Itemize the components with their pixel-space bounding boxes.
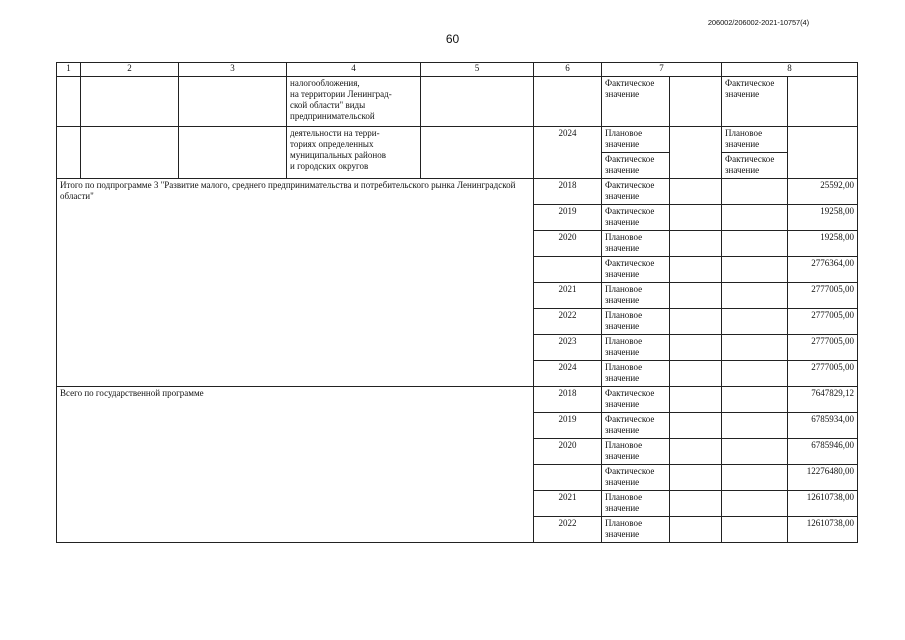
year-cell: 2024 <box>534 361 602 387</box>
year-cell: 2019 <box>534 205 602 231</box>
year-cell: 2020 <box>534 439 602 465</box>
value-type-cell: Фактическое значение <box>722 77 788 127</box>
amount-cell: 25592,00 <box>788 179 858 205</box>
table-cell <box>788 77 858 127</box>
amount-cell: 12610738,00 <box>788 517 858 543</box>
description-line: муниципальных районов <box>290 150 386 160</box>
table-cell <box>670 205 722 231</box>
table-cell <box>722 387 788 413</box>
amount-cell: 6785946,00 <box>788 439 858 465</box>
description-line: налогообложения, <box>290 78 360 88</box>
document-id: 206002/206002-2021-10757(4) <box>707 18 809 27</box>
table-cell <box>57 127 81 179</box>
description-line: предпринимательской <box>290 111 375 121</box>
value-type-cell: Фактическое значение <box>602 387 670 413</box>
activity-description-cell <box>287 127 421 179</box>
value-type-cell: Плановое значение <box>602 127 670 153</box>
value-type-cell: Плановое значение <box>602 335 670 361</box>
value-type-cell: Плановое значение <box>602 283 670 309</box>
column-header: 7 <box>602 63 722 77</box>
year-cell: 2019 <box>534 413 602 439</box>
table-cell <box>722 439 788 465</box>
description-line: деятельности на терри- <box>290 128 380 138</box>
amount-cell: 2777005,00 <box>788 283 858 309</box>
value-type-cell: Фактическое значение <box>602 257 670 283</box>
year-cell <box>534 77 602 127</box>
column-header: 2 <box>81 63 179 77</box>
table-cell <box>722 413 788 439</box>
column-header: 3 <box>179 63 287 77</box>
value-type-cell: Фактическое значение <box>602 179 670 205</box>
table-cell <box>788 127 858 179</box>
table-cell <box>421 127 534 179</box>
value-type-cell: Плановое значение <box>602 439 670 465</box>
table-cell <box>670 77 722 127</box>
value-type-cell: Фактическое значение <box>602 153 670 179</box>
description-line: и городских округов <box>290 161 369 171</box>
table-cell <box>722 231 788 257</box>
column-header: 4 <box>287 63 421 77</box>
value-type-cell: Фактическое значение <box>602 77 670 127</box>
value-type-cell: Фактическое значение <box>722 153 788 179</box>
value-type-cell: Плановое значение <box>722 127 788 153</box>
value-type-cell: Плановое значение <box>602 231 670 257</box>
column-header-row <box>57 63 858 77</box>
year-cell <box>534 257 602 283</box>
table-row <box>57 77 858 127</box>
value-type-cell: Фактическое значение <box>602 205 670 231</box>
activity-description-cell <box>287 77 421 127</box>
amount-cell: 2777005,00 <box>788 335 858 361</box>
table-cell <box>722 491 788 517</box>
column-header: 5 <box>421 63 534 77</box>
amount-cell: 19258,00 <box>788 205 858 231</box>
table-cell <box>421 77 534 127</box>
year-cell: 2024 <box>534 127 602 179</box>
amount-cell: 12610738,00 <box>788 491 858 517</box>
table-cell <box>179 77 287 127</box>
table-cell <box>722 361 788 387</box>
table-cell <box>670 517 722 543</box>
value-type-cell: Плановое значение <box>602 309 670 335</box>
table-cell <box>722 517 788 543</box>
table-cell <box>670 491 722 517</box>
year-cell <box>534 465 602 491</box>
year-cell: 2018 <box>534 179 602 205</box>
value-type-cell: Плановое значение <box>602 361 670 387</box>
year-cell: 2023 <box>534 335 602 361</box>
table-cell <box>670 465 722 491</box>
table-row <box>57 179 858 205</box>
program-funding-table <box>56 62 858 543</box>
value-type-cell: Плановое значение <box>602 491 670 517</box>
table-cell <box>722 309 788 335</box>
table-cell <box>722 179 788 205</box>
table-cell <box>670 413 722 439</box>
description-line: ториях определенных <box>290 139 374 149</box>
table-cell <box>722 205 788 231</box>
table-cell <box>670 309 722 335</box>
table-cell <box>670 257 722 283</box>
year-cell: 2021 <box>534 283 602 309</box>
amount-cell: 2777005,00 <box>788 309 858 335</box>
table-cell <box>722 465 788 491</box>
column-header: 1 <box>57 63 81 77</box>
table-cell <box>670 439 722 465</box>
value-type-cell: Фактическое значение <box>602 413 670 439</box>
table-cell <box>179 127 287 179</box>
amount-cell: 2777005,00 <box>788 361 858 387</box>
table-cell <box>670 283 722 309</box>
amount-cell: 6785934,00 <box>788 413 858 439</box>
amount-cell: 2776364,00 <box>788 257 858 283</box>
value-type-cell: Фактическое значение <box>602 465 670 491</box>
amount-cell: 12276480,00 <box>788 465 858 491</box>
table-cell <box>81 77 179 127</box>
table-row <box>57 387 858 413</box>
table-row <box>57 127 858 153</box>
table-cell <box>81 127 179 179</box>
description-line: ской области" виды <box>290 100 366 110</box>
table-cell <box>670 179 722 205</box>
section-label-cell: Всего по государственной программе <box>57 387 534 543</box>
column-header: 8 <box>722 63 858 77</box>
table-cell <box>670 127 722 179</box>
table-cell <box>670 387 722 413</box>
column-header: 6 <box>534 63 602 77</box>
amount-cell: 19258,00 <box>788 231 858 257</box>
table-cell <box>722 283 788 309</box>
year-cell: 2022 <box>534 309 602 335</box>
table-cell <box>57 77 81 127</box>
section-label-cell: Итого по подпрограмме 3 "Развитие малого, среднего предпринимательства и потребительского рынка Ленинградской области" <box>57 179 534 387</box>
year-cell: 2021 <box>534 491 602 517</box>
year-cell: 2018 <box>534 387 602 413</box>
table-cell <box>670 361 722 387</box>
table-cell <box>670 231 722 257</box>
amount-cell: 7647829,12 <box>788 387 858 413</box>
table-cell <box>722 335 788 361</box>
value-type-cell: Плановое значение <box>602 517 670 543</box>
year-cell: 2020 <box>534 231 602 257</box>
page-number: 60 <box>445 32 460 46</box>
table-cell <box>670 335 722 361</box>
table-cell <box>722 257 788 283</box>
description-line: на территории Ленинград- <box>290 89 392 99</box>
year-cell: 2022 <box>534 517 602 543</box>
